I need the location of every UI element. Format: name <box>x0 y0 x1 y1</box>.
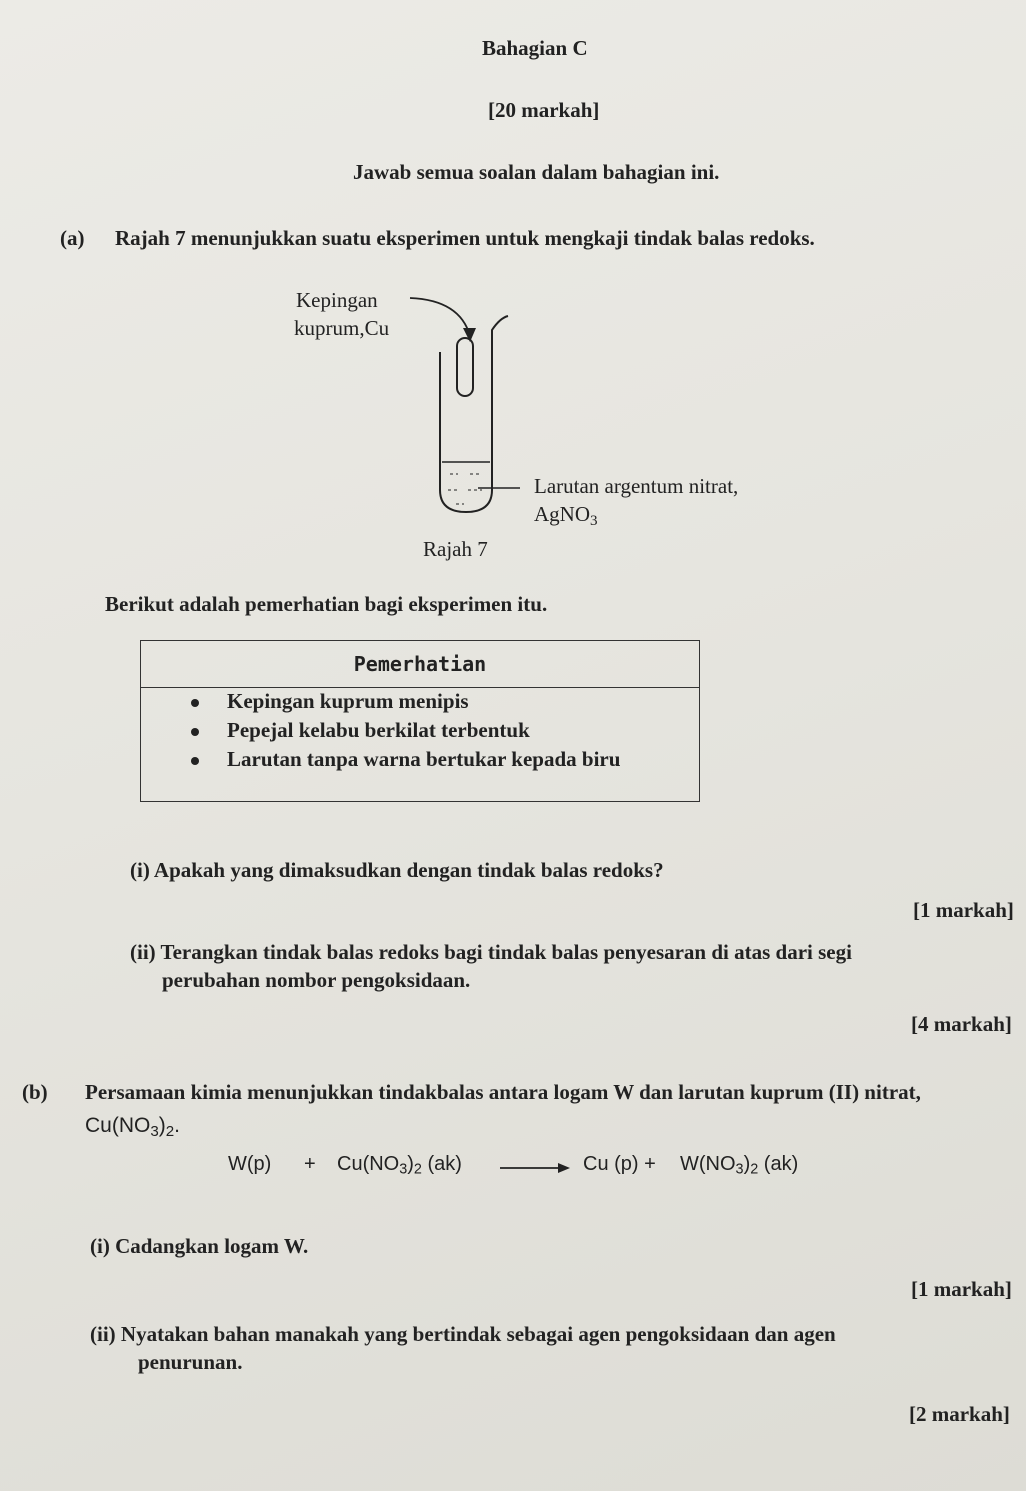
part-a-label: (a) <box>60 226 85 250</box>
copper-pointer-line <box>410 298 470 336</box>
section-title: Bahagian C <box>482 36 588 60</box>
marks-b-i: [1 markah] <box>911 1277 1012 1301</box>
table-intro: Berikut adalah pemerhatian bagi eksperimen itu. <box>105 592 548 616</box>
bullet-icon <box>191 728 199 736</box>
equation-product-w-nitrate: $W(NO_3)_2$ (ak) <box>680 1153 799 1178</box>
total-marks: [20 markah] <box>488 98 600 122</box>
bullet-icon <box>191 757 199 765</box>
copper-strip <box>457 338 473 396</box>
reaction-arrow-icon <box>498 1156 574 1176</box>
table-row: Pepejal kelabu berkilat terbentuk <box>191 718 530 743</box>
equation-product-cu: Cu (p) + <box>583 1153 656 1175</box>
marks-a-i: [1 markah] <box>913 898 1014 922</box>
question-b-ii-line2: penurunan. <box>138 1350 243 1374</box>
equation-plus: + <box>304 1153 316 1175</box>
label-solution-formula: AgNO$_3$ <box>534 502 598 529</box>
question-a-i: (i) Apakah yang dimaksudkan dengan tindak balas redoks? <box>130 858 664 882</box>
label-copper-line2: kuprum,Cu <box>294 316 390 340</box>
figure-caption: Rajah 7 <box>423 537 488 561</box>
part-a-text: Rajah 7 menunjukkan suatu eksperimen untuk mengkaji tindak balas redoks. <box>115 226 815 250</box>
equation-reactant-w: W(p) <box>228 1153 272 1175</box>
question-b-i: (i) Cadangkan logam W. <box>90 1234 309 1258</box>
table-row: Larutan tanpa warna bertukar kepada biru <box>191 747 620 772</box>
question-b-ii-line1: (ii) Nyatakan bahan manakah yang bertindak sebagai agen pengoksidaan dan agen <box>90 1322 836 1346</box>
table-header: Pemerhatian <box>141 641 699 688</box>
table-row: Kepingan kuprum menipis <box>191 689 469 714</box>
part-b-label: (b) <box>22 1080 48 1104</box>
marks-b-ii: [2 markah] <box>909 1402 1010 1426</box>
bullet-icon <box>191 699 199 707</box>
part-b-formula: $Cu(NO_3)_2$. <box>85 1114 180 1140</box>
observation-table <box>140 640 700 802</box>
part-b-text: Persamaan kimia menunjukkan tindakbalas antara logam W dan larutan kuprum (II) nitrat, <box>85 1080 921 1104</box>
marks-a-ii: [4 markah] <box>911 1012 1012 1036</box>
instruction: Jawab semua soalan dalam bahagian ini. <box>353 160 720 184</box>
question-a-ii-line2: perubahan nombor pengoksidaan. <box>162 968 471 992</box>
label-solution-line1: Larutan argentum nitrat, <box>534 474 739 498</box>
test-tube <box>440 316 508 512</box>
equation-reactant-cu-nitrate: $Cu(NO_3)_2$ (ak) <box>337 1153 462 1178</box>
question-a-ii-line1: (ii) Terangkan tindak balas redoks bagi tindak balas penyesaran di atas dari segi <box>130 940 852 964</box>
label-copper-line1: Kepingan <box>296 288 378 312</box>
